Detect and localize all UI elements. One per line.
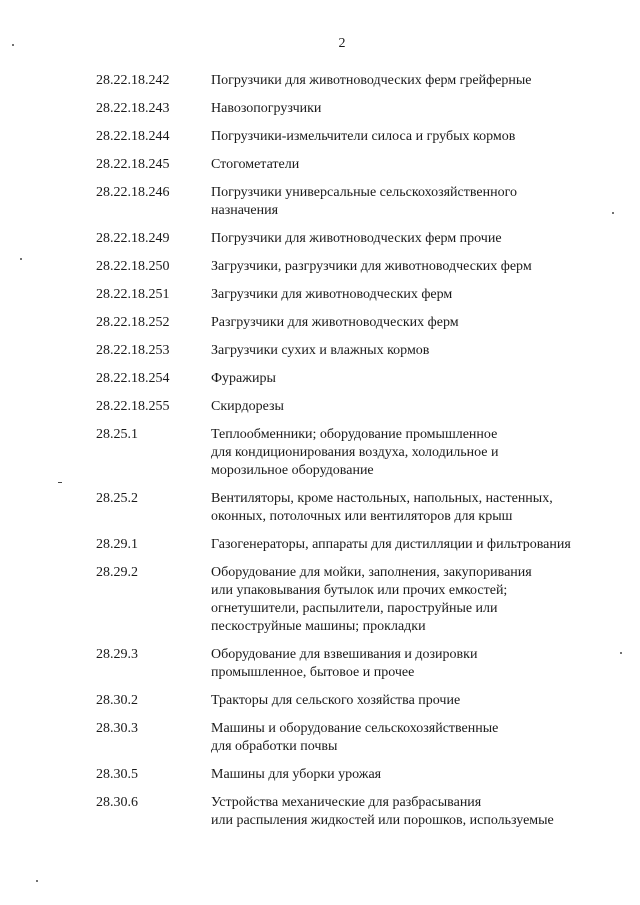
item-description: Скирдорезы bbox=[211, 399, 284, 414]
item-code: 28.22.18.242 bbox=[96, 73, 170, 88]
item-code: 28.22.18.253 bbox=[96, 343, 170, 358]
list-item bbox=[96, 230, 616, 248]
page-number: 2 bbox=[338, 36, 346, 51]
scan-speck bbox=[612, 212, 614, 214]
item-code: 28.30.5 bbox=[96, 767, 138, 782]
item-description: Теплообменники; оборудование промышленное для кондиционирования воздуха, холодильное и морозильное оборудование bbox=[211, 427, 499, 478]
item-code: 28.25.2 bbox=[96, 491, 138, 506]
list-item bbox=[96, 490, 616, 526]
item-description: Навозопогрузчики bbox=[211, 101, 322, 116]
item-description: Загрузчики для животноводческих ферм bbox=[211, 287, 453, 302]
item-description: Стогометатели bbox=[211, 157, 300, 172]
item-code: 28.22.18.254 bbox=[96, 371, 170, 386]
item-description: Оборудование для мойки, заполнения, закупоривания или упаковывания бутылок или прочих емкостей; огнетушители, распылители, пароструйные или пескоструйные машины; прокладки bbox=[211, 565, 532, 634]
item-description: Фуражиры bbox=[211, 371, 276, 386]
item-code: 28.30.2 bbox=[96, 693, 138, 708]
list-item bbox=[96, 100, 616, 118]
item-description: Машины и оборудование сельскохозяйственные для обработки почвы bbox=[211, 721, 499, 754]
item-code: 28.29.2 bbox=[96, 565, 138, 580]
item-code: 28.29.1 bbox=[96, 537, 138, 552]
item-code: 28.29.3 bbox=[96, 647, 138, 662]
list-item bbox=[96, 564, 616, 636]
item-description: Оборудование для взвешивания и дозировки промышленное, бытовое и прочее bbox=[211, 647, 478, 680]
item-code: 28.30.6 bbox=[96, 795, 138, 810]
list-item bbox=[96, 692, 616, 710]
list-item bbox=[96, 184, 616, 220]
list-item bbox=[96, 72, 616, 90]
item-description: Газогенераторы, аппараты для дистилляции и фильтрования bbox=[211, 537, 571, 552]
item-description: Разгрузчики для животноводческих ферм bbox=[211, 315, 459, 330]
item-description: Погрузчики для животноводческих ферм грейферные bbox=[211, 73, 532, 88]
list-item bbox=[96, 286, 616, 304]
list-item bbox=[96, 398, 616, 416]
item-code: 28.30.3 bbox=[96, 721, 138, 736]
scan-speck bbox=[12, 44, 14, 46]
scan-speck bbox=[620, 652, 622, 654]
list-item bbox=[96, 258, 616, 276]
item-description: Загрузчики, разгрузчики для животноводческих ферм bbox=[211, 259, 532, 274]
list-item bbox=[96, 794, 616, 830]
item-code: 28.22.18.243 bbox=[96, 101, 170, 116]
item-description: Погрузчики-измельчители силоса и грубых кормов bbox=[211, 129, 516, 144]
list-item bbox=[96, 766, 616, 784]
item-code: 28.25.1 bbox=[96, 427, 138, 442]
list-item bbox=[96, 342, 616, 360]
item-code: 28.22.18.252 bbox=[96, 315, 170, 330]
item-code: 28.22.18.249 bbox=[96, 231, 170, 246]
list-item bbox=[96, 720, 616, 756]
list-item bbox=[96, 370, 616, 388]
list-item bbox=[96, 128, 616, 146]
item-code: 28.22.18.250 bbox=[96, 259, 170, 274]
item-code: 28.22.18.255 bbox=[96, 399, 170, 414]
item-description: Тракторы для сельского хозяйства прочие bbox=[211, 693, 461, 708]
classifier-list bbox=[96, 72, 616, 840]
item-code: 28.22.18.245 bbox=[96, 157, 170, 172]
item-description: Устройства механические для разбрасывания или распыления жидкостей или порошков, используемые bbox=[211, 795, 554, 828]
item-code: 28.22.18.251 bbox=[96, 287, 170, 302]
item-description: Погрузчики для животноводческих ферм прочие bbox=[211, 231, 502, 246]
scan-speck bbox=[20, 258, 22, 260]
item-description: Машины для уборки урожая bbox=[211, 767, 382, 782]
list-item bbox=[96, 426, 616, 480]
list-item bbox=[96, 646, 616, 682]
item-code: 28.22.18.244 bbox=[96, 129, 170, 144]
list-item bbox=[96, 156, 616, 174]
scan-speck bbox=[36, 880, 38, 882]
item-description: Загрузчики сухих и влажных кормов bbox=[211, 343, 430, 358]
scan-speck bbox=[58, 482, 62, 483]
item-description: Вентиляторы, кроме настольных, напольных, настенных, оконных, потолочных или вентиляторов для крыш bbox=[211, 491, 553, 524]
list-item bbox=[96, 314, 616, 332]
item-description: Погрузчики универсальные сельскохозяйственного назначения bbox=[211, 185, 517, 218]
item-code: 28.22.18.246 bbox=[96, 185, 170, 200]
list-item bbox=[96, 536, 616, 554]
